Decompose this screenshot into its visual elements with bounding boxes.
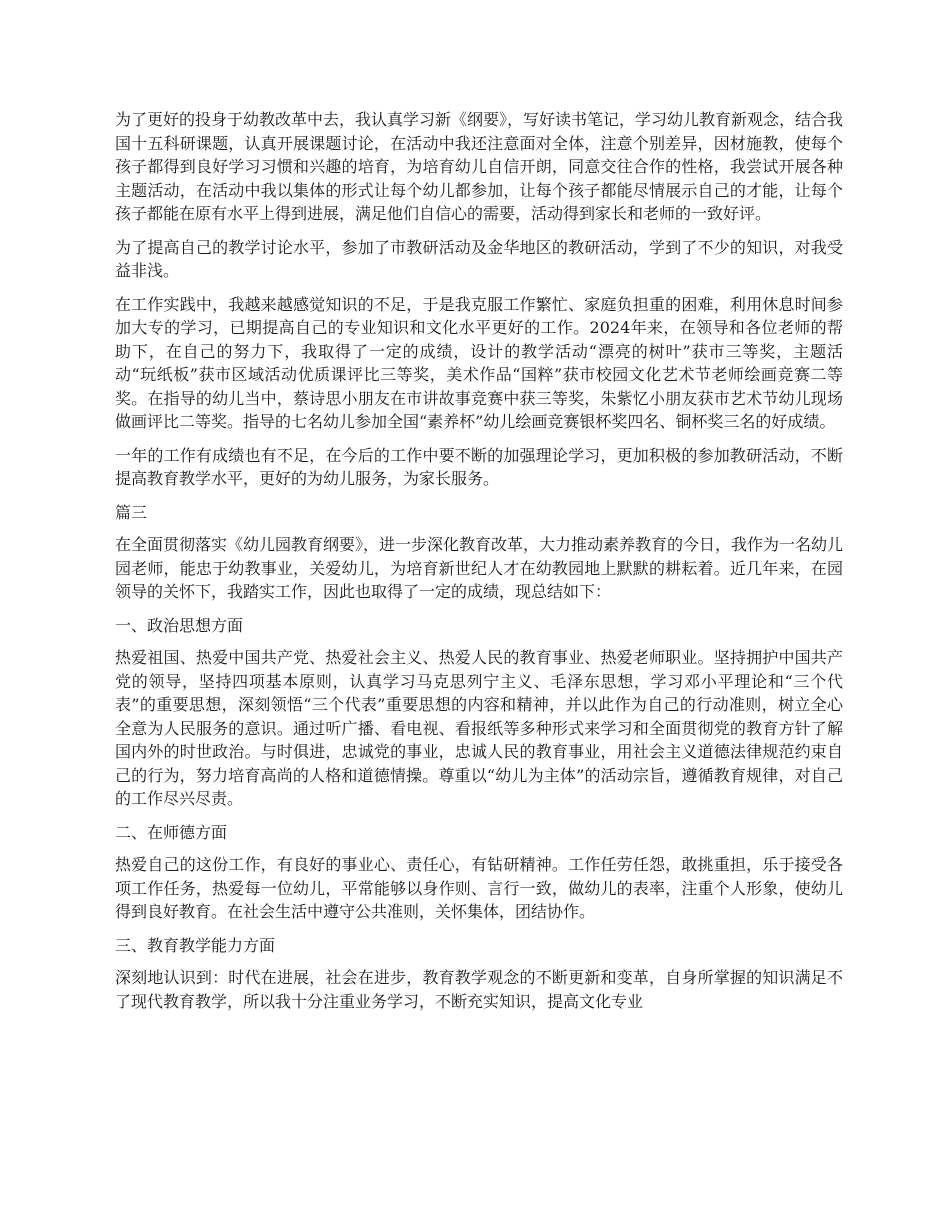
section-heading-part-three: 篇三 xyxy=(115,502,148,522)
section-heading-teaching-ability: 三、教育教学能力方面 xyxy=(115,935,276,955)
paragraph-reform-study: 为了更好的投身于幼教改革中去，我认真学习新《纲要》，写好读书笔记，学习幼儿教育新观念，结合我国十五科研课题，认真开展课题讨论，在活动中我还注意面对全体，注意个别差异，因材施教，使每个孩子都得到良好学习习惯和兴趣的培育，为培育幼儿自信开朗，同意交往合作的性格，我尝试开展各种主题活动，在活动中我以集体的形式让每个幼儿都参加，让每个孩子都能尽情展示自己的才能，让每个孩子都能在原有水平上得到进展，满足他们自信心的需要，活动得到家长和老师的一致好评。 xyxy=(115,110,844,223)
section-heading-teacher-ethics: 二、在师德方面 xyxy=(115,822,228,842)
paragraph-work-practice-achievements: 在工作实践中，我越来越感觉知识的不足，于是我克服工作繁忙、家庭负担重的困难，利用休息时间参加大专的学习，已期提高自己的专业知识和文化水平更好的工作。2024年来，在领导和各位老师的帮助下，在自己的努力下，我取得了一定的成绩，设计的教学活动“漂亮的树叶”获市三等奖，主题活动“玩纸板”获市区域活动优质课评比三等奖，美术作品“国粹”获市校园文化艺术节老师绘画竞赛二等奖。在指导的幼儿当中，蔡诗思小朋友在市讲故事竞赛中获三等奖，朱紫忆小朋友获市艺术节幼儿现场做画评比二等奖。指导的七名幼儿参加全国“素养杯”幼儿绘画竞赛银杯奖四名、铜杯奖三名的好成绩。 xyxy=(115,294,843,431)
document-body xyxy=(115,108,843,1023)
paragraph-political-thought: 热爱祖国、热爱中国共产党、热爱社会主义、热爱人民的教育事业、热爱老师职业。坚持拥护中国共产党的领导，坚持四项基本原则，认真学习马克思列宁主义、毛泽东思想，学习邓小平理论和“三个代表”的重要思想，深刻领悟“三个代表”重要思想的内容和精神，并以此作为自己的行动准则，树立全心全意为人民服务的意识。通过听广播、看电视、看报纸等多种形式来学习和全面贯彻党的教育方针了解国内外的时世政治。与时俱进，忠诚党的事业，忠诚人民的教育事业，用社会主义道德法律规范约束自己的行为，努力培育高尚的人格和道德情操。尊重以“幼儿为主体”的活动宗旨，遵循教育规律，对自己的工作尽兴尽责。 xyxy=(115,648,843,808)
section-heading-political-thought: 一、政治思想方面 xyxy=(115,615,244,635)
paragraph-teacher-ethics: 热爱自己的这份工作，有良好的事业心、责任心，有钻研精神。工作任劳任怨，敢挑重担，乐于接受各项工作任务，热爱每一位幼儿，平常能够以身作则、言行一致，做幼儿的表率，注重个人形象，使幼儿得到良好教育。在社会生活中遵守公共准则，关怀集体，团结协作。 xyxy=(115,855,843,921)
paragraph-future-outlook: 一年的工作有成绩也有不足，在今后的工作中要不断的加强理论学习，更加积极的参加教研活动，不断提高教育教学水平，更好的为幼儿服务，为家长服务。 xyxy=(115,445,843,488)
paragraph-teaching-ability: 深刻地认识到：时代在进展，社会在进步，教育教学观念的不断更新和变革，自身所掌握的知识满足不了现代教育教学，所以我十分注重业务学习，不断充实知识，提高文化专业 xyxy=(115,968,843,1011)
paragraph-research-activities: 为了提高自己的教学讨论水平，参加了市教研活动及金华地区的教研活动，学到了不少的知识，对我受益非浅。 xyxy=(115,237,843,280)
paragraph-summary-intro: 在全面贯彻落实《幼儿园教育纲要》，进一步深化教育改革，大力推动素养教育的今日，我作为一名幼儿园老师，能忠于幼教事业，关爱幼儿，为培育新世纪人才在幼教园地上默默的耕耘着。近几年来，在园领导的关怀下，我踏实工作，因此也取得了一定的成绩，现总结如下： xyxy=(115,535,844,601)
